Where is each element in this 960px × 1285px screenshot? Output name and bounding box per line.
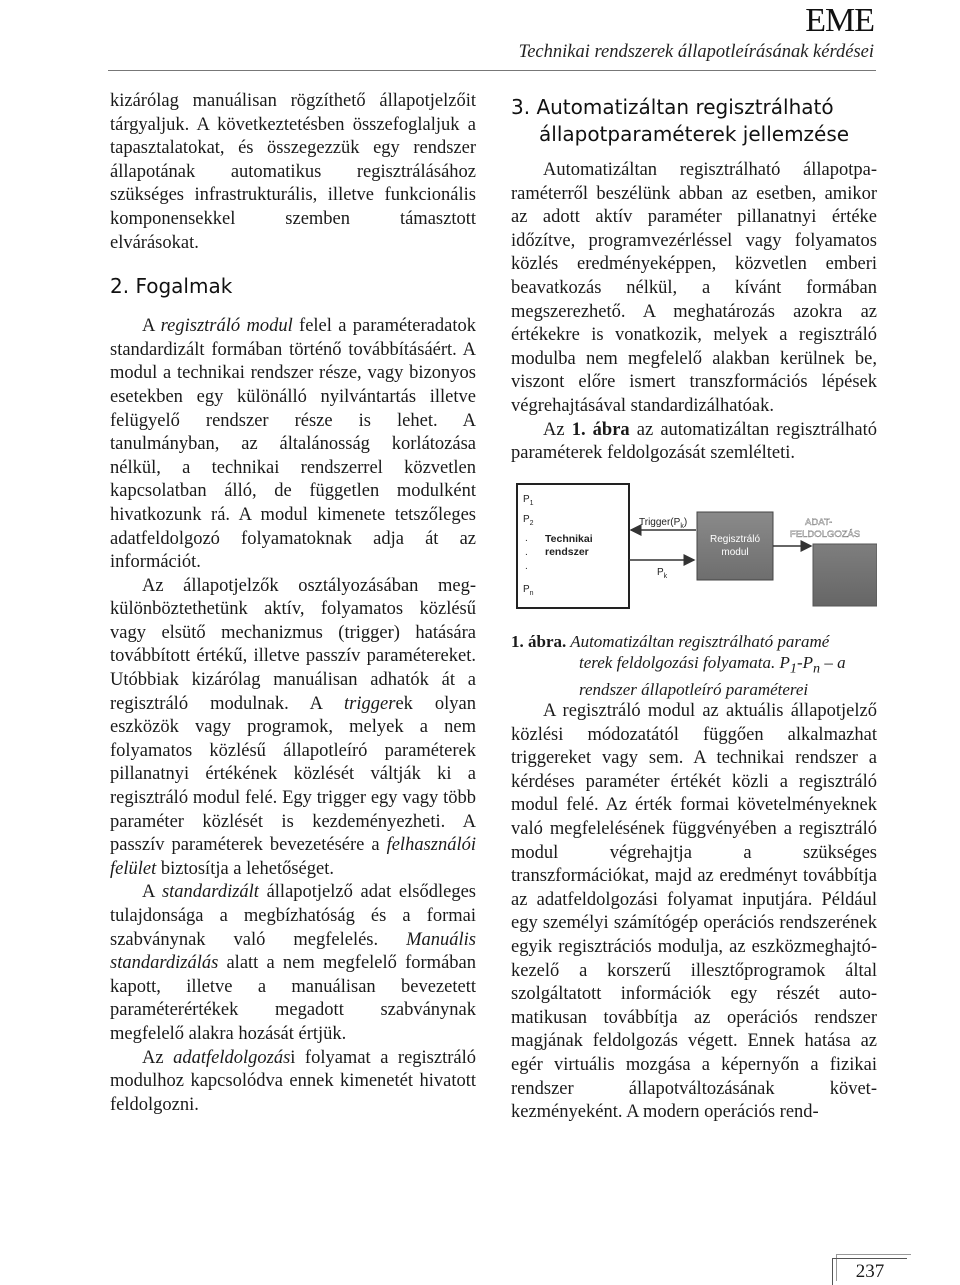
caption-number: 1. ábra. xyxy=(511,631,567,651)
section-3-title-line2: állapotparaméterek jellemzése xyxy=(539,122,850,146)
param-dot: . xyxy=(525,532,528,544)
paragraph-figure-reference: Az 1. ábra az automatizáltan regisztrálható paraméterek feldolgozását szemlélteti. xyxy=(511,419,877,464)
trigger-label: $Trigger(P_k)$ xyxy=(639,516,688,530)
paragraph-modul-mukodes: A regisztráló modul az aktuális állapotjelző közlési módozatától függően alkalmazhat triggereket vagy sem. A technikai rendszer a kérdéses paraméter értékét közli a regisztráló modul felé. Az érték formai követelményeknek való megfelelésének függvényében a regisztráló modul végrehajtja a szükséges transzformációkat, majd az eredményt továbbítja az adatfeldolgozási folyamat inputjára. Például egy személyi számítógép operációs rendszerének egyik regisztrációs modulja, az eszközmeghajtókezelő a korszerű illesztőprogramok által szolgáltatott információk egy részét automatikusan továbbítja az operációs rendszer magjának feldolgozás végett. Ennek hatása az egér virtuális mozgása a képernyőn a fizikai rendszer állapotváltozásának következményeként. A modern operációs rend- xyxy=(511,701,877,1123)
register-module-label-line1: Regisztráló xyxy=(709,533,761,545)
param-label: $P_2$ xyxy=(523,513,534,527)
process-diagram xyxy=(511,482,877,617)
page-number: 237 xyxy=(832,1258,907,1285)
param-dot: . xyxy=(525,560,528,572)
tech-system-label-line1: Technikai xyxy=(545,532,593,545)
paragraph-adatfeldolgozas: Az adatfeldolgozási folyamat a regisztráló modulhoz kapcsolódva ennek kimenetét hivatott feldolgozni. xyxy=(110,1047,476,1115)
left-column xyxy=(110,90,476,1117)
paragraph-regisztralo-modul: A regisztráló modul felel a paraméteradatok standardizált formában történő továbbításáért. A modul a technikai rendszer része, vagy bizonyos esetekben egy különálló nyilvántartás illetve felügyelő rendszer része is lehet. A tanulmányban, az általánosság korlátozása nélkül, a technikai rendszerrel közvetlen kapcsolatban álló, de független modulként hivatkozunk rá. A modul kimenete tetszőleges adatfeldolgozó folyamatoknak adja át az információt. xyxy=(110,316,476,573)
section-2-title: 2. Fogalmak xyxy=(110,274,233,299)
register-module-box xyxy=(697,512,773,580)
paragraph-automatizaltan: Automatizáltan regisztrálható állapotparaméterről beszélünk abban az esetben, amikor az adott aktív paraméter pillanatnyi értéke időzítve, programvezérléssel vagy folyamatos közlés eredményeképpen, közvetlen emberi beavatkozás nélkül, a kívánt formában megszerezhető. A meghatározás azokra az értékekre is vonatkozik, melyek a regisztráló modulba nem megfelelő alakban kerülnek be, viszont előre ismert transzformációs lépések végrehajtásával standardizálhatóak. xyxy=(511,160,877,416)
paragraph-standardizalt: A standardizált állapotjelző adat elsődleges tulajdonsága a megbízhatóság és a formai szabványnak való megfelelés. Manuális standardizálás alatt a nem megfelelő formában kapott, illetve a manuálisan bevezetett paraméterértékek megadott szabványnak megfelelő alakra hozását értjük. xyxy=(110,882,476,1044)
register-module-label-line2: modul xyxy=(721,546,749,558)
section-3-title xyxy=(511,94,877,148)
figure-1-caption: 1. ábra. Automatizáltan regisztrálható paramé terek feldolgozási folyamata. $P_1-P_n$ – a rendszer állapotleíró paraméterei xyxy=(511,631,846,700)
intro-paragraph: kizárólag manuálisan rögzíthető állapotjelzőit tárgyaljuk. A következtetésben összefoglaljuk a tapasztalatokat, és összegezzük egy rendszer állapotának automatikus regisztrálásához szükséges infrastrukturális, illetve funkcionális komponensekkel szemben támasztott elvárásokat. xyxy=(110,91,476,253)
running-title: Technikai rendszerek állapotleírásának kérdései xyxy=(518,42,874,62)
header-rule xyxy=(108,70,876,71)
param-label: $P_1$ xyxy=(523,493,534,507)
tech-system-label-line2: rendszer xyxy=(545,545,589,558)
right-column xyxy=(511,90,877,1125)
param-dot: . xyxy=(525,546,528,558)
param-label: $P_n$ xyxy=(523,583,534,597)
data-processing-box xyxy=(813,544,877,606)
pk-label: $P_k$ xyxy=(657,566,668,580)
figure-1-diagram xyxy=(511,482,877,617)
paragraph-allapotjelzok: Az állapotjelzők osztályozásában megkülönböztethetünk aktív, folyamatos közlésű vagy elsütő mechanizmus (trigger) hatására továbbított értékű, illetve passzív paramétereket. Utóbbiak kizárólag manuálisan adhatók át a regisztráló modulnak. A triggerek olyan eszközök vagy programok, melyek a nem folyamatos közlésű állapotleíró paraméterek pillanatnyi értékének közlését váltják ki a regisztráló modul felé. Egy trigger egy vagy több paraméter közlését is kezdeményezheti. A passzív paraméterek bevezetésére a felhasználói felület biztosítja a lehetőséget. xyxy=(110,575,477,879)
data-processing-label-line2: FELDOLGOZÁS xyxy=(790,528,861,540)
section-3-title-line1: 3. Automatizáltan regisztrálható xyxy=(511,95,834,119)
journal-logo: EME xyxy=(805,2,874,39)
data-processing-label-line1: ADAT- xyxy=(805,516,833,528)
